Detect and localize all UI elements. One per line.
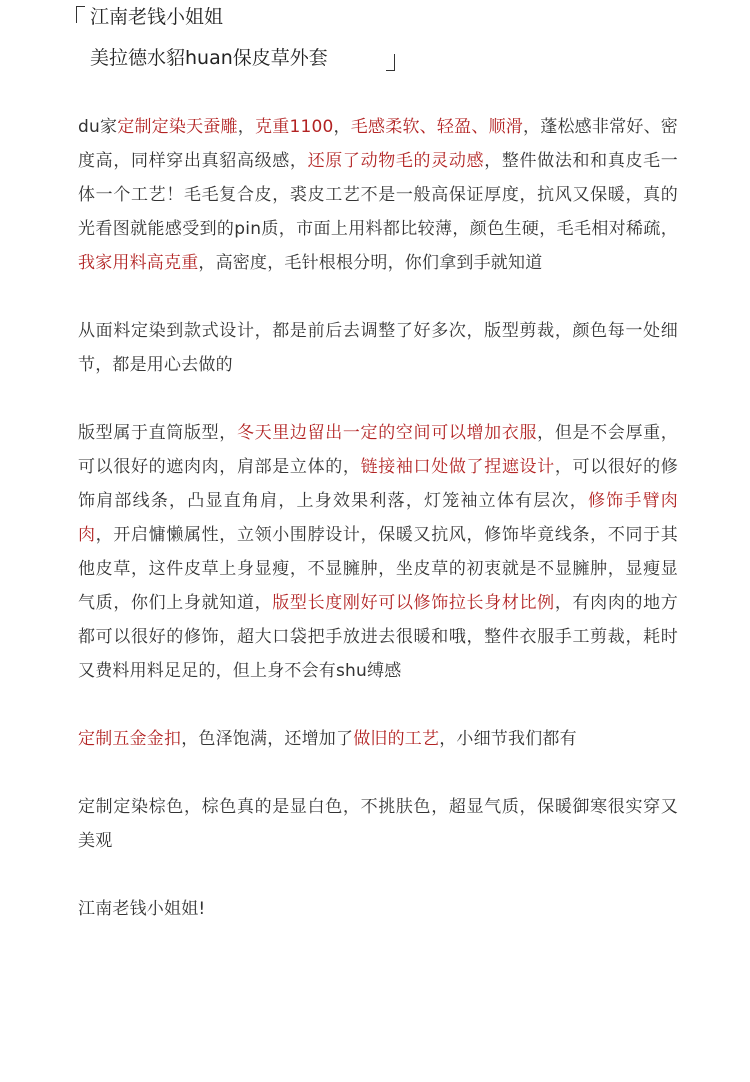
body-text: ，整件做法和和真皮毛一体一个工艺！毛毛复合皮，裘皮工艺不是一般高保证厚度，抗风又保暖，真的光看图就能感受到的pin质，市面上用料都比较薄，颜色生硬，毛毛相对稀疏，	[78, 151, 679, 239]
title-block	[0, 0, 750, 80]
paragraph-3	[78, 416, 678, 688]
paragraph-6	[78, 892, 678, 926]
body-text: 定制定染棕色，棕色真的是显白色，不挑肤色，超显气质，保暖御寒很实穿又美观	[78, 797, 678, 851]
paragraph-5	[78, 790, 678, 858]
body-text: ，蓬松感非常好、密度高，同样穿出真貂高级感，	[78, 117, 678, 171]
title-line-2: 美拉德水貂huan保皮草外套	[90, 47, 328, 69]
paragraph-1	[78, 110, 678, 280]
corner-bracket-top-left	[76, 6, 85, 23]
body-text: 版型属于直筒版型，	[78, 423, 237, 443]
highlighted-text: 定制定染天蚕雕	[117, 117, 238, 137]
body-text: 江南老钱小姐姐!	[78, 899, 206, 919]
body-text: ，色泽饱满，还增加了	[181, 729, 354, 749]
body-text: du家	[78, 117, 118, 137]
highlighted-text: 版型长度刚好可以修饰拉长身材比例	[272, 593, 555, 613]
description-body	[78, 110, 678, 960]
title-line-1: 江南老钱小姐姐	[90, 6, 224, 28]
highlighted-text: 冬天里边留出一定的空间可以增加衣服	[236, 423, 538, 443]
highlighted-text: 定制五金金扣	[78, 729, 182, 749]
highlighted-text: 毛感柔软、轻盈、顺滑	[350, 117, 524, 137]
highlighted-text: 链接袖口处做了捏遮设计	[360, 457, 555, 477]
highlighted-text: 修饰手臂肉肉	[78, 491, 679, 545]
highlighted-text: 我家用料高克重	[78, 253, 199, 273]
corner-bracket-bottom-right	[386, 54, 395, 71]
body-text: ，	[237, 117, 256, 137]
paragraph-4	[78, 722, 678, 756]
body-text: ，	[333, 117, 351, 137]
highlighted-text: 做旧的工艺	[353, 729, 440, 749]
body-text: ，小细节我们都有	[439, 729, 577, 749]
body-text: ，有肉肉的地方都可以很好的修饰，超大口袋把手放进去很暖和哦，整件衣服手工剪裁，耗时又费料用料足足的，但上身不会有shu缚感	[78, 593, 679, 681]
body-text: ，但是不会厚重，可以很好的遮肉肉，肩部是立体的，	[78, 423, 678, 477]
body-text: ，开启慵懒属性，立领小围脖设计，保暖又抗风，修饰毕竟线条，不同于其他皮草，这件皮草上身显瘦，不显臃肿，坐皮草的初衷就是不显臃肿，显瘦显气质，你们上身就知道，	[78, 525, 678, 613]
paragraph-2	[78, 314, 678, 382]
highlighted-text: 克重1100	[255, 117, 334, 137]
body-text: 从面料定染到款式设计，都是前后去调整了好多次，版型剪裁，颜色每一处细节，都是用心去做的	[78, 321, 678, 375]
highlighted-text: 还原了动物毛的灵动感	[307, 151, 485, 171]
body-text: ，可以很好的修饰肩部线条，凸显直角肩，上身效果利落，灯笼袖立体有层次，	[78, 457, 679, 511]
body-text: ，高密度，毛针根根分明，你们拿到手就知道	[198, 253, 543, 273]
